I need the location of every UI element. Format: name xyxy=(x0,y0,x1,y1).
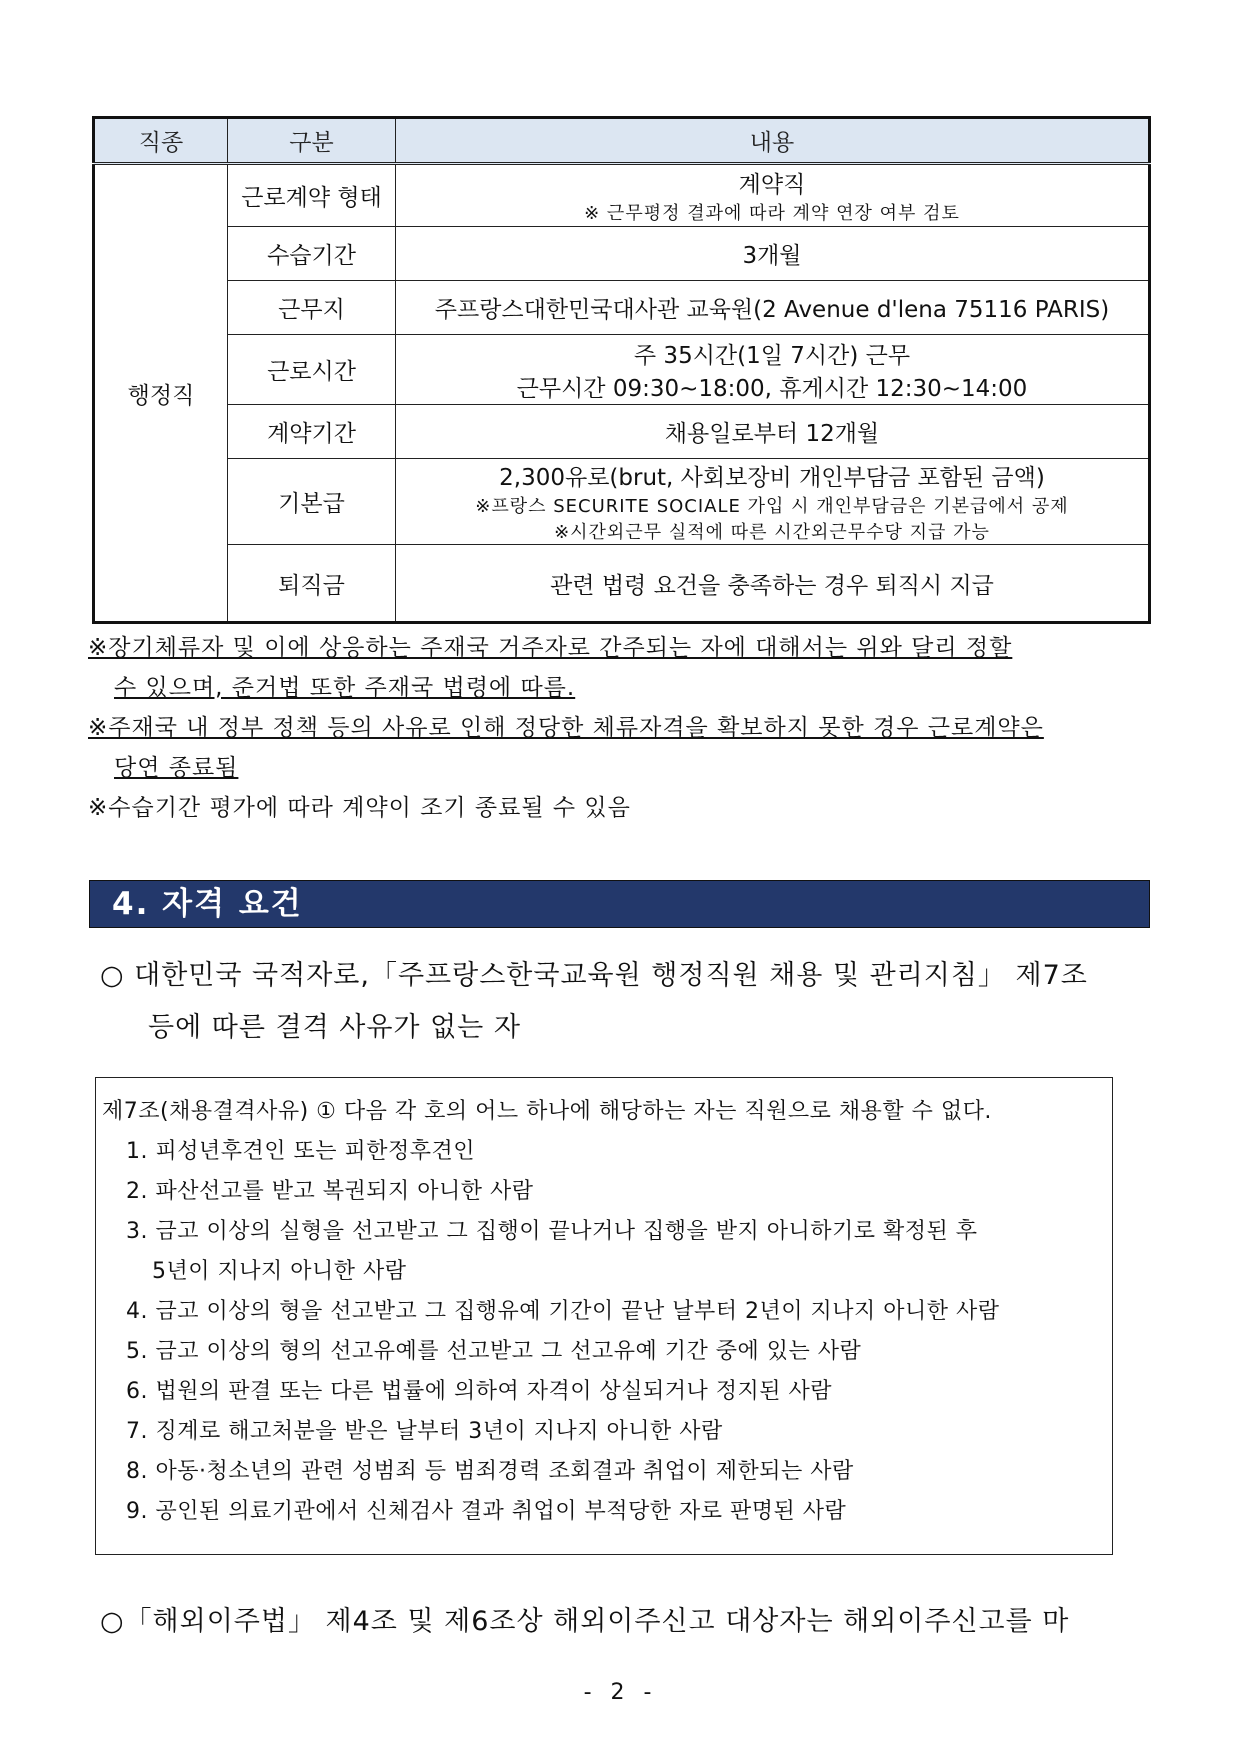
content-note: ※프랑스 SECURITE SOCIALE 가입 시 개인부담금은 기본급에서 공제 xyxy=(475,496,1069,517)
list-item: 9. 공인된 의료기관에서 신체검사 결과 취업이 부적당한 자로 판명된 사람 xyxy=(126,1499,847,1524)
row-label: 퇴직금 xyxy=(228,545,396,623)
paragraph-line: 등에 따른 결격 사유가 없는 자 xyxy=(148,1012,521,1043)
list-item: 2. 파산선고를 받고 복권되지 아니한 사람 xyxy=(126,1179,534,1204)
list-item: 1. 피성년후견인 또는 피한정후견인 xyxy=(126,1139,475,1164)
paragraph-line: ○ 대한민국 국적자로,「주프랑스한국교육원 행정직원 채용 및 관리지침」 제7조 xyxy=(100,960,1088,991)
header-job-type: 직종 xyxy=(94,118,228,164)
content-line: 주프랑스대한민국대사관 교육원(2 Avenue d'lena 75116 PARIS) xyxy=(434,297,1110,323)
list-item: 5. 금고 이상의 형의 선고유예를 선고받고 그 선고유예 기간 중에 있는 사람 xyxy=(126,1339,862,1364)
row-content xyxy=(396,459,1150,545)
row-label: 계약기간 xyxy=(228,405,396,459)
table-row xyxy=(94,459,1150,545)
notes xyxy=(88,628,1158,828)
paragraph: ○「해외이주법」 제4조 및 제6조상 해외이주신고 대상자는 해외이주신고를 마 xyxy=(100,1606,1070,1637)
list-item: 7. 징계로 해고처분을 받은 날부터 3년이 지나지 아니한 사람 xyxy=(126,1419,723,1444)
employment-conditions-table xyxy=(92,116,1151,624)
note-item-continued: 당연 종료됨 xyxy=(114,755,239,781)
content-line: 3개월 xyxy=(742,243,802,269)
row-content xyxy=(396,545,1150,623)
table-row xyxy=(94,335,1150,405)
note-item: ※수습기간 평가에 따라 계약이 조기 종료될 수 있음 xyxy=(88,795,631,821)
table-row xyxy=(94,405,1150,459)
table-row xyxy=(94,164,1150,227)
row-content xyxy=(396,405,1150,459)
content-line: 2,300유로(brut, 사회보장비 개인부담금 포함된 금액) xyxy=(499,465,1045,491)
content-line: 주 35시간(1일 7시간) 근무 xyxy=(633,342,911,369)
page-number: - 2 - xyxy=(583,1680,658,1705)
table-row xyxy=(94,227,1150,281)
list-item: 8. 아동·청소년의 관련 성범죄 등 범죄경력 조회결과 취업이 제한되는 사람 xyxy=(126,1459,854,1484)
content-line: 관련 법령 요건을 충족하는 경우 퇴직시 지급 xyxy=(550,572,994,599)
list-item-continued: 5년이 지나지 아니한 사람 xyxy=(152,1259,407,1284)
row-label: 근무지 xyxy=(228,281,396,335)
row-label: 근로계약 형태 xyxy=(228,164,396,227)
note-item: ※주재국 내 정부 정책 등의 사유로 인해 정당한 체류자격을 확보하지 못한 경우 근로계약은 xyxy=(88,715,1044,741)
row-content xyxy=(396,335,1150,405)
list-item: 4. 금고 이상의 형을 선고받고 그 집행유예 기간이 끝난 날부터 2년이 지나지 아니한 사람 xyxy=(126,1299,1000,1324)
row-content xyxy=(396,164,1150,227)
job-cell: 행정직 xyxy=(94,164,228,623)
content-line: 근무시간 09:30~18:00, 휴게시간 12:30~14:00 xyxy=(516,375,1028,402)
table-header-row xyxy=(94,118,1150,164)
header-content: 내용 xyxy=(396,118,1150,164)
disqualification-box xyxy=(95,1077,1113,1555)
row-content xyxy=(396,281,1150,335)
row-content xyxy=(396,227,1150,281)
table-row xyxy=(94,281,1150,335)
row-label: 수습기간 xyxy=(228,227,396,281)
content-note: ※ 근무평정 결과에 따라 계약 연장 여부 검토 xyxy=(584,203,960,224)
table-row xyxy=(94,545,1150,623)
row-label: 근로시간 xyxy=(228,335,396,405)
list-item: 3. 금고 이상의 실형을 선고받고 그 집행이 끝나거나 집행을 받지 아니하기로 확정된 후 xyxy=(126,1219,978,1244)
content-line: 계약직 xyxy=(738,172,806,198)
box-title: 제7조(채용결격사유) ① 다음 각 호의 어느 하나에 해당하는 자는 직원으로 채용할 수 없다. xyxy=(102,1099,992,1124)
row-label: 기본급 xyxy=(228,459,396,545)
paragraph xyxy=(100,950,1150,1054)
note-item: ※장기체류자 및 이에 상응하는 주재국 거주자로 간주되는 자에 대해서는 위와 달리 정할 xyxy=(88,635,1013,661)
list-item: 6. 법원의 판결 또는 다른 법률에 의하여 자격이 상실되거나 정지된 사람 xyxy=(126,1379,832,1404)
section-heading: 4. 자격 요건 xyxy=(89,880,1150,928)
content-note: ※시간외근무 실적에 따른 시간외근무수당 지급 가능 xyxy=(554,522,990,543)
note-item-continued: 수 있으며, 준거법 또한 주재국 법령에 따름. xyxy=(114,675,576,701)
content-line: 채용일로부터 12개월 xyxy=(664,421,880,447)
header-category: 구분 xyxy=(228,118,396,164)
